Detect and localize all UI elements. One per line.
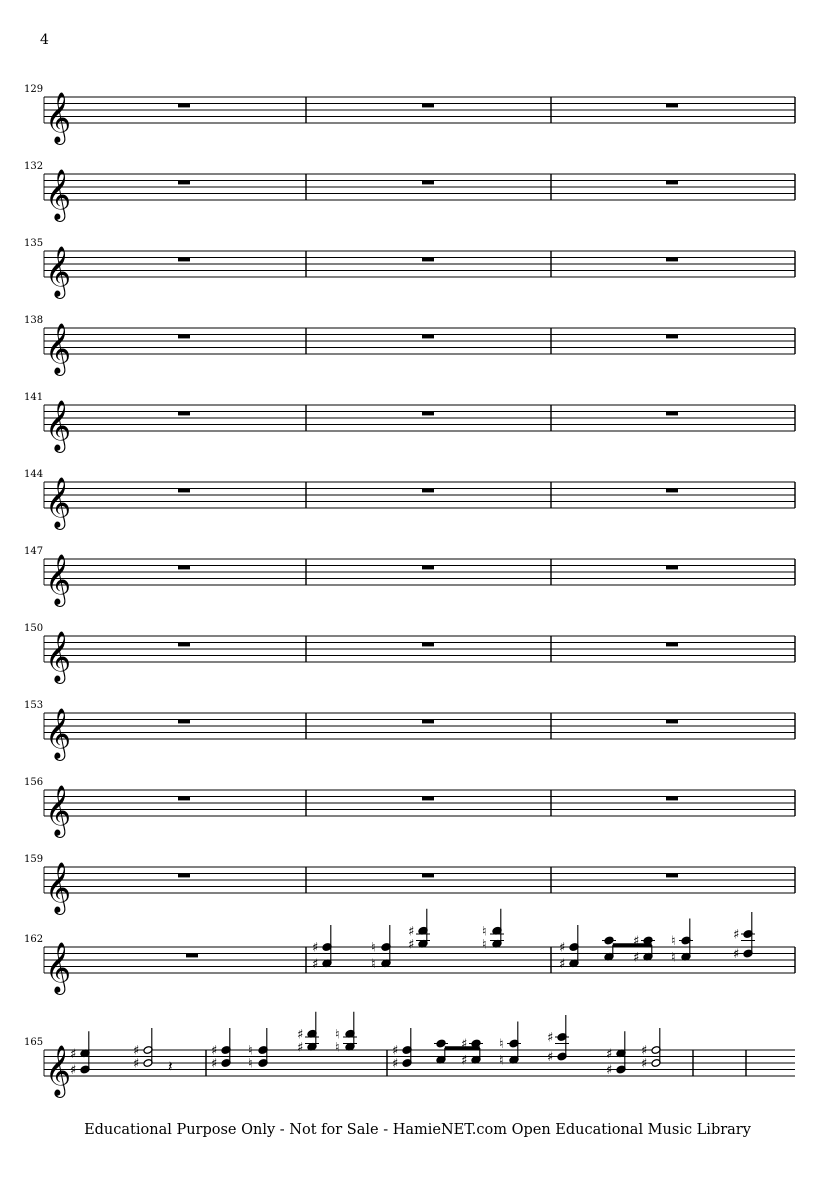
sharp-icon: ♯	[133, 1056, 140, 1072]
treble-clef-icon: 𝄞	[45, 708, 72, 759]
natural-icon: ♮	[671, 950, 676, 966]
staff-system	[24, 238, 795, 299]
staff-system	[24, 315, 795, 376]
whole-rest	[666, 566, 678, 570]
sharp-icon: ♯	[211, 1056, 218, 1072]
sharp-icon: ♯	[70, 1046, 77, 1062]
whole-rest	[666, 874, 678, 878]
sharp-icon: ♯	[211, 1043, 218, 1059]
sharp-icon: ♯	[297, 1027, 304, 1043]
natural-icon: ♮	[482, 937, 487, 953]
measure-number: 132	[24, 161, 44, 172]
natural-icon: ♮	[248, 1056, 253, 1072]
whole-rest	[178, 258, 190, 262]
treble-clef-icon: 𝄞	[45, 169, 72, 220]
whole-rest	[422, 258, 434, 262]
measure-number: 138	[24, 315, 44, 326]
whole-rest	[422, 720, 434, 724]
natural-icon: ♮	[499, 1037, 504, 1052]
natural-icon: ♮	[248, 1043, 253, 1059]
sharp-icon: ♯	[461, 1037, 468, 1052]
whole-rest	[422, 335, 434, 339]
whole-rest	[178, 566, 190, 570]
sharp-icon: ♯	[392, 1056, 399, 1072]
measure-number: 165	[24, 1037, 44, 1048]
staff-system	[24, 700, 795, 761]
measure-number: 162	[24, 934, 44, 945]
treble-clef-icon: 𝄞	[45, 785, 72, 836]
whole-rest	[666, 412, 678, 416]
natural-icon: ♮	[371, 956, 376, 972]
natural-icon: ♮	[371, 940, 376, 956]
natural-icon: ♮	[671, 934, 676, 949]
whole-rest	[178, 643, 190, 647]
natural-icon: ♮	[335, 1027, 340, 1043]
measure-number: 153	[24, 700, 44, 711]
sharp-icon: ♯	[559, 956, 566, 972]
sharp-icon: ♯	[641, 1043, 648, 1059]
whole-rest	[666, 720, 678, 724]
whole-rest	[178, 720, 190, 724]
treble-clef-icon: 𝄞	[45, 942, 72, 993]
whole-rest	[422, 797, 434, 801]
measure-number: 147	[24, 546, 44, 557]
whole-rest	[666, 104, 678, 108]
measure-number: 150	[24, 623, 44, 634]
staff-system	[24, 84, 795, 145]
sharp-icon: ♯	[547, 1050, 554, 1065]
sharp-icon: ♯	[70, 1063, 77, 1078]
whole-rest	[178, 181, 190, 185]
measure-number: 144	[24, 469, 44, 480]
natural-icon: ♮	[482, 924, 487, 940]
sharp-icon: ♯	[312, 940, 319, 956]
measure-number: 135	[24, 238, 44, 249]
treble-clef-icon: 𝄞	[45, 477, 72, 528]
staff-system	[24, 161, 795, 222]
whole-rest	[422, 643, 434, 647]
quarter-rest: 𝄽	[168, 1057, 173, 1076]
sharp-icon: ♯	[312, 956, 319, 972]
treble-clef-icon: 𝄞	[45, 400, 72, 451]
staff-system	[24, 623, 795, 684]
treble-clef-icon: 𝄞	[45, 246, 72, 297]
staff-system	[24, 854, 795, 915]
whole-rest	[666, 643, 678, 647]
measure-number: 141	[24, 392, 44, 403]
whole-rest	[178, 412, 190, 416]
sharp-icon: ♯	[461, 1053, 468, 1069]
sharp-icon: ♯	[559, 940, 566, 956]
measure-number: 129	[24, 84, 44, 95]
whole-rest	[422, 104, 434, 108]
whole-rest	[422, 181, 434, 185]
score-systems	[24, 84, 795, 1098]
sharp-icon: ♯	[606, 1046, 613, 1062]
page-number: 4	[40, 32, 49, 48]
whole-rest	[178, 104, 190, 108]
whole-rest	[422, 489, 434, 493]
measure-number: 156	[24, 777, 44, 788]
whole-rest	[422, 874, 434, 878]
treble-clef-icon: 𝄞	[45, 554, 72, 605]
whole-rest	[666, 489, 678, 493]
sharp-icon: ♯	[633, 950, 640, 966]
staff-system	[24, 392, 795, 453]
sharp-icon: ♯	[408, 937, 415, 953]
whole-rest	[178, 489, 190, 493]
whole-rest	[178, 335, 190, 339]
sharp-icon: ♯	[133, 1043, 140, 1059]
sharp-icon: ♯	[633, 934, 640, 949]
staff-system	[24, 469, 795, 530]
natural-icon: ♮	[335, 1040, 340, 1056]
whole-rest	[186, 954, 198, 958]
whole-rest	[178, 797, 190, 801]
whole-rest	[666, 797, 678, 801]
sharp-icon: ♯	[641, 1056, 648, 1072]
staff-system	[24, 1012, 795, 1098]
staff-system	[24, 777, 795, 838]
staff-system	[24, 546, 795, 607]
notehead	[436, 1039, 446, 1048]
copyright-footer: Educational Purpose Only - Not for Sale - HamieNET.com Open Educational Music Library	[84, 1122, 751, 1138]
natural-icon: ♮	[499, 1053, 504, 1069]
whole-rest	[422, 566, 434, 570]
measure-number: 159	[24, 854, 44, 865]
sharp-icon: ♯	[408, 924, 415, 940]
sharp-icon: ♯	[547, 1030, 554, 1046]
treble-clef-icon: 𝄞	[45, 862, 72, 913]
whole-rest	[422, 412, 434, 416]
treble-clef-icon: 𝄞	[45, 1045, 72, 1096]
sharp-icon: ♯	[733, 947, 740, 962]
sharp-icon: ♯	[733, 927, 740, 943]
whole-rest	[666, 335, 678, 339]
sharp-icon: ♯	[297, 1040, 304, 1056]
whole-rest	[178, 874, 190, 878]
treble-clef-icon: 𝄞	[45, 323, 72, 374]
whole-rest	[666, 258, 678, 262]
sharp-icon: ♯	[606, 1063, 613, 1078]
sharp-icon: ♯	[392, 1043, 399, 1059]
staff-system	[24, 909, 795, 995]
notehead	[604, 936, 614, 945]
treble-clef-icon: 𝄞	[45, 92, 72, 143]
treble-clef-icon: 𝄞	[45, 631, 72, 682]
whole-rest	[666, 181, 678, 185]
